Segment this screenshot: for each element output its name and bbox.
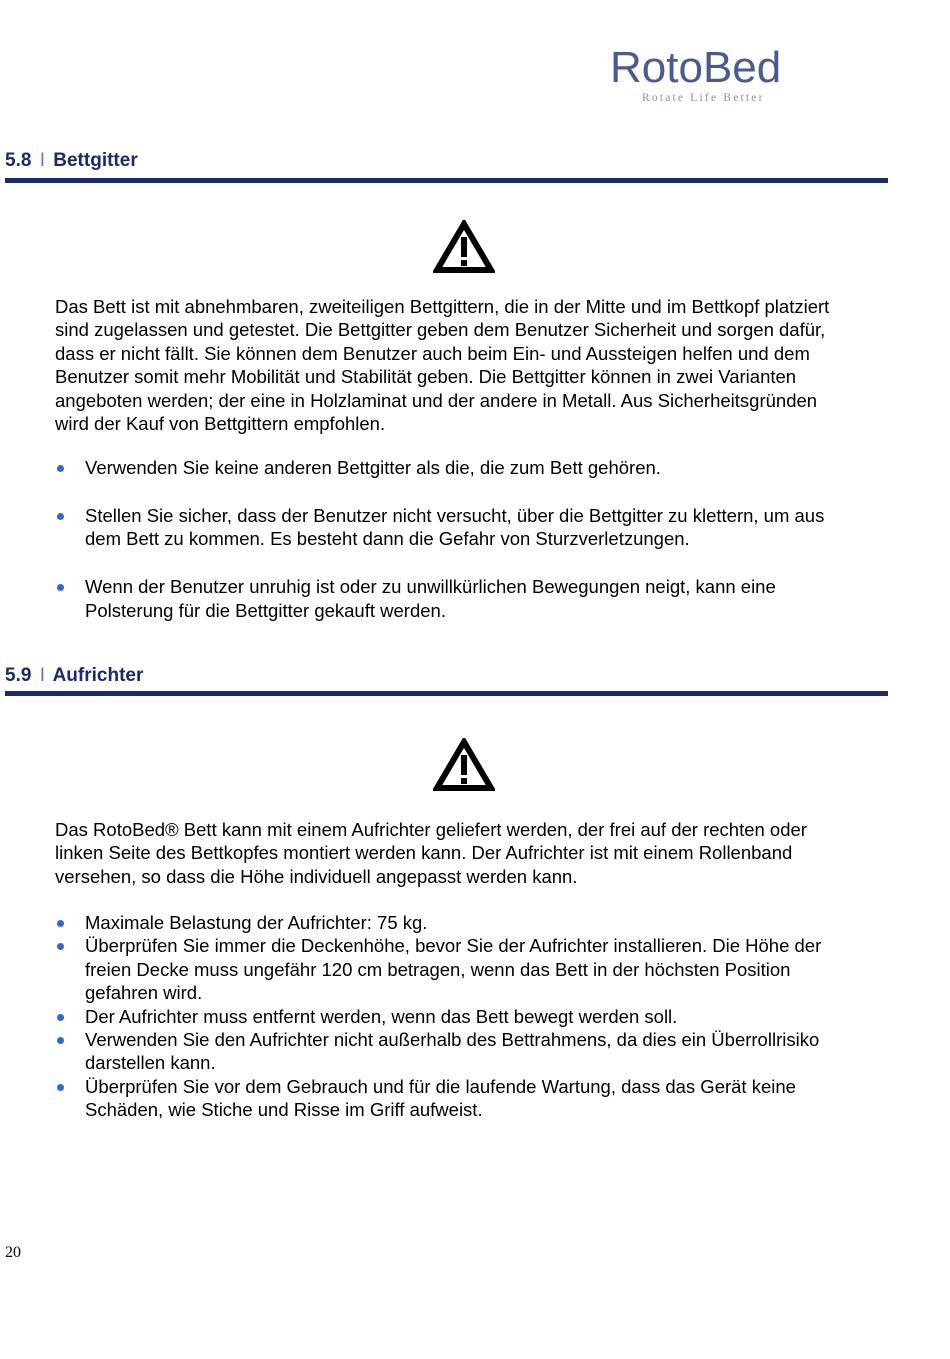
logo-tagline: Rotate Life Better bbox=[642, 92, 765, 104]
logo-wordmark bbox=[610, 44, 810, 92]
text-line: Wenn der Benutzer unruhig ist oder zu unwillkürlichen Bewegungen neigt, kann eine bbox=[85, 576, 776, 598]
text-line: Maximale Belastung der Aufrichter: 75 kg. bbox=[85, 912, 428, 933]
section-title: Aufrichter bbox=[52, 665, 144, 686]
section-number: 5.8 bbox=[5, 150, 32, 171]
list-item bbox=[55, 1075, 905, 1122]
text-line: Verwenden Sie keine anderen Bettgitter als die, die zum Bett gehören. bbox=[85, 457, 661, 478]
bullet-icon bbox=[57, 584, 64, 591]
page-number: 20 bbox=[5, 1244, 21, 1261]
section-heading-5-8 bbox=[5, 150, 138, 172]
bullet-icon bbox=[57, 513, 64, 520]
text-line: Das Bett ist mit abnehmbaren, zweiteiligen Bettgittern, die in der Mitte und im Bettkopf platziert bbox=[55, 296, 830, 317]
section-title: Bettgitter bbox=[53, 150, 138, 171]
text-line: wird der Kauf von Bettgittern empfohlen. bbox=[55, 413, 386, 435]
list-item bbox=[55, 504, 905, 551]
text-line: darstellen kann. bbox=[85, 1052, 216, 1074]
text-line: linken Seite des Bettkopfes montiert werden kann. Der Aufrichter ist mit einem Rollenband bbox=[55, 842, 793, 864]
warning-triangle-icon bbox=[433, 220, 495, 274]
text-line: dass er nicht fällt. Sie können dem Benutzer auch beim Ein- und Aussteigen helfen und dem bbox=[55, 342, 810, 364]
list-item bbox=[55, 911, 905, 934]
section-rule bbox=[5, 691, 888, 696]
warning-triangle-icon bbox=[433, 738, 495, 792]
text-line: versehen, so dass die Höhe individuell angepasst werden kann. bbox=[55, 865, 578, 887]
text-line: Überprüfen Sie immer die Deckenhöhe, bevor Sie der Aufrichter installieren. Die Höhe der bbox=[85, 935, 822, 957]
text-line: sind zugelassen und getestet. Die Bettgitter geben dem Benutzer Sicherheit und sorgen dafür, bbox=[55, 319, 826, 341]
text-line: Benutzer somit mehr Mobilität und Stabilität geben. Die Bettgitter können in zwei Varianten bbox=[55, 366, 797, 388]
text-line: Verwenden Sie den Aufrichter nicht außerhalb des Bettrahmens, da dies ein Überrollrisiko bbox=[85, 1029, 820, 1051]
bullet-icon bbox=[57, 920, 64, 927]
text-line: Überprüfen Sie vor dem Gebrauch und für die laufende Wartung, dass das Gerät keine bbox=[85, 1075, 796, 1097]
bullet-icon bbox=[57, 465, 64, 472]
list-item bbox=[55, 1028, 905, 1075]
section-heading-5-9 bbox=[5, 665, 143, 687]
text-line: dem Bett zu kommen. Es besteht dann die Gefahr von Sturzverletzungen. bbox=[85, 528, 690, 550]
paragraph-bettgitter bbox=[55, 295, 905, 435]
section-number: 5.9 bbox=[5, 665, 32, 686]
bullet-icon bbox=[57, 943, 64, 950]
text-line: Polsterung für die Bettgitter gekauft werden. bbox=[85, 599, 446, 621]
bullet-icon bbox=[57, 1037, 64, 1044]
bullet-icon bbox=[57, 1084, 64, 1091]
list-item bbox=[55, 456, 905, 479]
section-separator: I bbox=[39, 150, 45, 171]
text-line: Schäden, wie Stiche und Risse im Griff aufweist. bbox=[85, 1099, 483, 1121]
text-line: Das RotoBed® Bett kann mit einem Aufrichter geliefert werden, der frei auf der rechten oder bbox=[55, 819, 807, 840]
section-rule bbox=[5, 178, 888, 183]
bullet-list-aufrichter bbox=[55, 911, 905, 1122]
paragraph-aufrichter bbox=[55, 818, 905, 888]
text-line: gefahren wird. bbox=[85, 982, 203, 1004]
list-item bbox=[55, 934, 905, 1004]
text-line: angeboten werden; der eine in Holzlaminat und der andere in Metall. Aus Sicherheitsgründen bbox=[55, 389, 818, 411]
text-line: freien Decke muss ungefähr 120 cm betragen, wenn das Bett in der höchsten Position bbox=[85, 958, 791, 980]
section-separator: I bbox=[39, 665, 45, 686]
text-line: Der Aufrichter muss entfernt werden, wenn das Bett bewegt werden soll. bbox=[85, 1005, 678, 1027]
bullet-icon bbox=[57, 1014, 64, 1021]
brand-logo bbox=[610, 44, 810, 104]
list-item bbox=[55, 575, 905, 622]
text-line: Stellen Sie sicher, dass der Benutzer nicht versucht, über die Bettgitter zu klettern, um aus bbox=[85, 505, 825, 526]
logo-word-bed: Bed bbox=[702, 43, 782, 92]
bullet-list-bettgitter bbox=[55, 456, 905, 647]
list-item bbox=[55, 1005, 905, 1028]
logo-word-roto: Roto bbox=[610, 43, 703, 92]
